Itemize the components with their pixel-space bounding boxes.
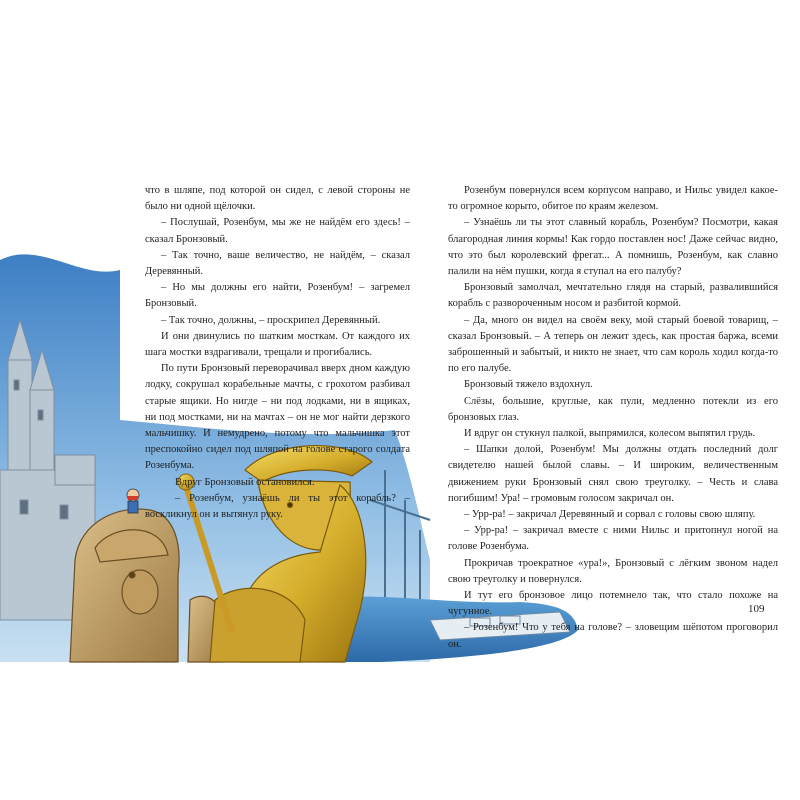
paragraph: И они двинулись по шатким мосткам. От каждого их шага мостки вздрагивали, трещали и прогибались. xyxy=(145,330,410,359)
paragraph: что в шляпе, под которой он сидел, с левой стороны не было ни одной щёлочки. xyxy=(145,185,410,213)
paragraph: И вдруг он стукнул палкой, выпрямился, колесом выпятил грудь. xyxy=(464,428,756,440)
text-column-right xyxy=(448,183,778,653)
paragraph: И тут его бронзовое лицо потемнело так, что стало похоже на чугунное. xyxy=(448,590,778,618)
paragraph: Бронзовый замолчал, мечтательно глядя на старый, развалившийся корабль с развороченным носом и разбитой кормой. xyxy=(448,282,778,310)
paragraph: – Узнаёшь ли ты этот славный корабль, Розенбум? Посмотри, какая благородная линия кормы! Как гордо поставлен нос! Даже сейчас видно, что это был королевский фрегат... А помнишь, Розенбум, как славно палили на нём пушки, когда я ступал на его палубу? xyxy=(448,217,778,278)
paragraph: – Да, много он видел на своём веку, мой старый боевой товарищ, – сказал Бронзовый. – А теперь он лежит здесь, как простая баржа, всеми заброшенный и забытый, и никто не знает, что сам король ходил когда-то по его палубе. xyxy=(448,314,778,375)
paragraph: Прокричав троекратное «ура!», Бронзовый с лёгким звоном надел свою треуголку и повернулся. xyxy=(448,557,778,585)
page-number: 109 xyxy=(748,603,765,615)
paragraph: – Послушай, Розенбум, мы же не найдём его здесь! – сказал Бронзовый. xyxy=(145,217,410,245)
paragraph: – Так точно, должны, – проскрипел Деревянный. xyxy=(161,314,381,326)
paragraph: – Так точно, ваше величество, не найдём, – сказал Деревянный. xyxy=(145,249,410,278)
text-column-left xyxy=(145,183,410,523)
paragraph: По пути Бронзовый переворачивал вверх дном каждую лодку, сокрушал корабельные мачты, с грохотом разбивал старые ящики. Но нигде – ни под лодками, ни в ящиках, ни под мостками, ни на мачтах – он не мог найти дерзкого мальчишку. И немудрено, потому что мальчишка этот преспокойно сидел под шляпой на голове старого солдата Розенбума. xyxy=(145,363,410,472)
paragraph: Розенбум повернулся всем корпусом направо, и Нильс увидел какое-то огромное корыто, обитое по краям железом. xyxy=(448,185,778,213)
paragraph: – Но мы должны его найти, Розенбум! – загремел Бронзовый. xyxy=(145,282,410,310)
paragraph: – Розенбум, узнаёшь ли ты этот корабль? – воскликнул он и вытянул руку. xyxy=(145,492,410,521)
nils-figure xyxy=(127,489,139,513)
paragraph: Бронзовый тяжело вздохнул. xyxy=(464,379,593,391)
paragraph: Слёзы, большие, круглые, как пули, медленно потекли из его бронзовых глаз. xyxy=(448,395,778,423)
paragraph: Вдруг Бронзовый остановился. xyxy=(175,476,315,488)
paragraph: – Шапки долой, Розенбум! Мы должны отдать последний долг свидетелю нашей былой славы. – И широким, величественным движением руки Бронзовый снял свою треуголку. – Честь и слава погибшим! Ура! – громовым голосом закричал он. xyxy=(448,444,778,504)
paragraph: – Урр-ра! – закричал вместе с ними Нильс и притопнул ногой на голове Розенбума. xyxy=(448,525,778,553)
paragraph: – Урр-ра! – закричал Деревянный и сорвал с головы свою шляпу. xyxy=(464,509,756,521)
paragraph: – Розенбум! Что у тебя на голове? – зловещим шёпотом проговорил он. xyxy=(448,622,778,650)
